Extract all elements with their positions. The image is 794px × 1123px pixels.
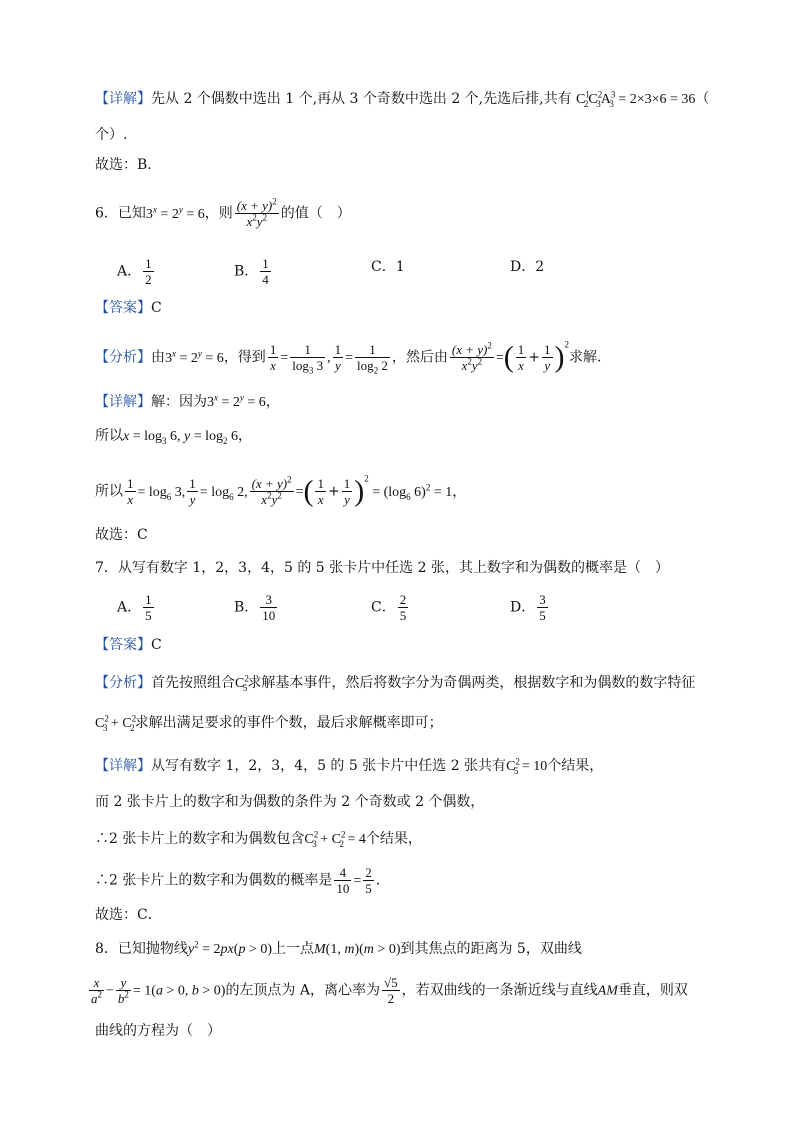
- q8-line-3: 曲线的方程为（ ）: [95, 1023, 221, 1039]
- q7-option-b: B． $\frac{3}{10}$: [234, 592, 276, 623]
- q6-expr: $\frac{(x + y)^2}{x^2y^2}$: [236, 196, 277, 229]
- q6-choose: 故选：C: [95, 527, 148, 543]
- q8-line-2: $\frac{x}{a^2}$ − $\frac{y}{b^2}$ = 1(a > 0, b > 0)的左顶点为 A，离心率为 $\frac{√5}{2}$ ，若双曲线的一条渐近线与直线AM垂直，则双: [91, 975, 688, 1006]
- q6-tail: 的值（ ）: [280, 205, 351, 222]
- q7-option-c: C． $\frac{2}{5}$: [371, 592, 407, 623]
- combination-formula: $C^1_2C^2_3A^3_3$: [576, 89, 616, 109]
- q7-detail-1: 【详解】从写有数字 1，2，3，4，5 的 5 张卡片中任选 2 张共有$C^2_5 = 10$个结果，: [95, 756, 604, 776]
- q7-analysis-1: 【分析】首先按照组合$C^2_5$求解基本事件，然后将数字分为奇偶两类，根据数字和为偶数的数字特征: [95, 673, 696, 693]
- detail-text: 先从 2 个偶数中选出 1 个,再从 3 个奇数中选出 2 个,先选后排,共有: [151, 91, 572, 107]
- detail-tag: 【详解】: [95, 91, 151, 107]
- q7-detail-3: ∴2 张卡片上的数字和为偶数包含$C^2_3 + C^2_2 = 4$个结果，: [95, 829, 422, 849]
- q7-stem: 7．从写有数字 1，2，3，4，5 的 5 张卡片中任选 2 张，其上数字和为偶数的概率是（ ）: [95, 560, 669, 576]
- q6-option-c: C．1: [371, 259, 405, 275]
- q6-answer: 【答案】C: [95, 300, 162, 316]
- q6-cond: ，则: [204, 205, 233, 222]
- detail-line-top: [95, 88, 709, 111]
- q6-option-a: A． $\frac{1}{2}$: [117, 256, 152, 287]
- q6-option-d: D．2: [510, 259, 545, 275]
- q7-analysis-2: $C^2_3 + C^2_2$求解出满足要求的事件个数，最后求解概率即可；: [95, 713, 443, 733]
- q7-detail-2: 而 2 张卡片上的数字和为偶数的条件为 2 个奇数或 2 个偶数，: [95, 794, 485, 810]
- q8-line-1: 8．已知抛物线$y^2 = 2px(p > 0)$上一点M(1, m)(m > 0)到其焦点的距离为 5，双曲线: [95, 939, 582, 957]
- q6-analysis: 【分析】由$3^x = 2^y = 6$，得到 $\frac{1}{x}$ = $\frac{1}{\log_3 3}$ , $\frac{1}{y}$ = $\frac{1}{\log_2 2}$ ，然后由 $\frac{(x + y)^2}{x^2y^2}$ =( $\frac{1}{x}$ + $\frac{1}{y}$ )$^2$求解.: [95, 339, 602, 376]
- q6-so-1: 所以$x = \log_3 6$, $y = \log_2 6$，: [95, 428, 253, 446]
- q6-condition-eq: $3^x = 2^y = 6$: [145, 203, 205, 222]
- q7-choose: 故选：C．: [95, 907, 162, 923]
- detail-line-top-2: 个）.: [95, 127, 128, 143]
- q7-answer: 【答案】C: [95, 637, 162, 653]
- q6-detail: 【详解】解：因为$3^x = 2^y = 6$，: [95, 392, 280, 410]
- q6-stem: [95, 198, 351, 229]
- formula-tail: = 2×3×6 = 36（: [618, 92, 710, 107]
- q6-option-b: B． $\frac{1}{4}$: [234, 256, 269, 287]
- q7-detail-4: ∴2 张卡片上的数字和为偶数的概率是 $\frac{4}{10}$ = $\frac{2}{5}$ .: [95, 865, 381, 896]
- q6-so-2: 所以 $\frac{1}{x}$ = $\log_6 3$, $\frac{1}{y}$ = $\log_6 2$, $\frac{(x + y)^2}{x^2y^2}$ =( $\frac{1}{x}$ + $\frac{1}{y}$ )$^2 = (\log_6$ 6)$^2$ = 1，: [95, 473, 467, 508]
- q7-option-d: D． $\frac{3}{5}$: [510, 592, 546, 623]
- q6-number: 6．已知: [95, 205, 146, 222]
- choose-b: 故选：B.: [95, 157, 152, 173]
- q7-option-a: A． $\frac{1}{5}$: [117, 592, 152, 623]
